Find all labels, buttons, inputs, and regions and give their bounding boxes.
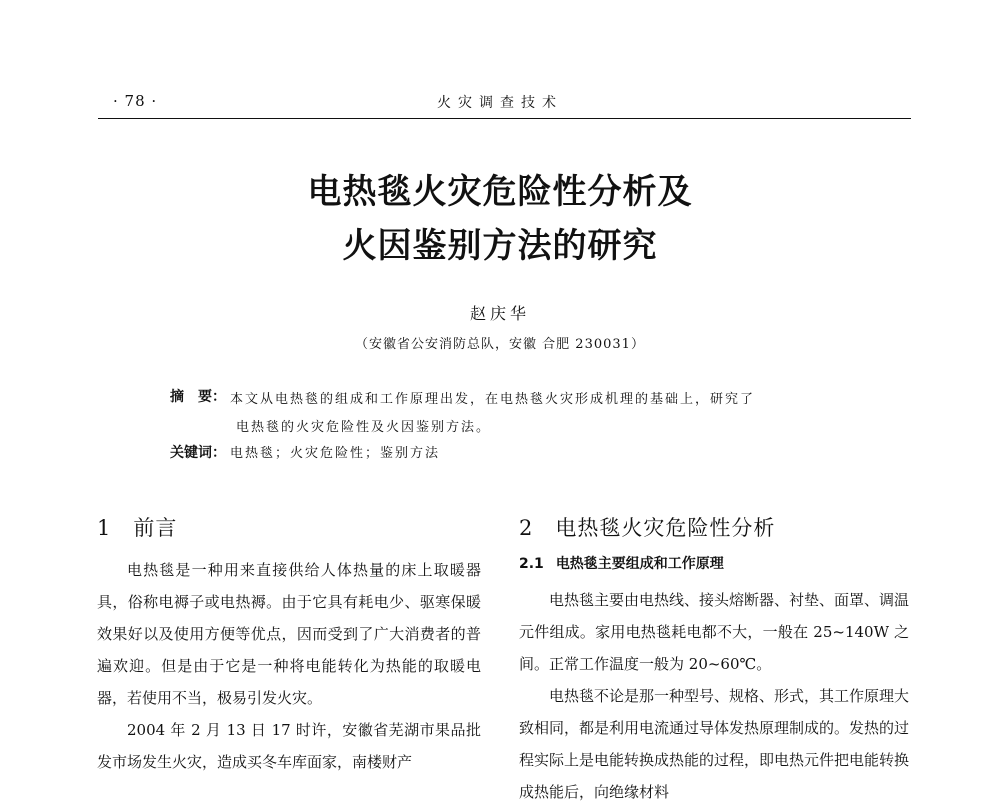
author-name: 赵庆华 [469, 304, 530, 323]
section-2-number: 2 [519, 516, 534, 540]
journal-section-title: 火灾调查技术 [437, 95, 563, 111]
subsection-2-1-title: 电热毯主要组成和工作原理 [555, 556, 724, 572]
keywords-label: 关键词： [170, 445, 226, 461]
section-1-heading [97, 512, 177, 542]
paper-title-line2: 火因鉴别方法的研究 [342, 226, 658, 266]
page-number: · 78 · [113, 92, 158, 110]
subsection-2-1-heading [519, 553, 724, 573]
section-1-paragraph: 2004 年 2 月 13 日 17 时许，安徽省芜湖市果品批发市场发生火灾，造成买冬车库面家，南楼财产 [97, 721, 481, 771]
section-1-number: 1 [97, 516, 112, 540]
section-2-heading [519, 512, 775, 542]
header-divider [98, 118, 911, 119]
abstract-line2: 电热毯的火灾危险性及火因鉴别方法。 [236, 420, 492, 435]
section-1-paragraph: 电热毯是一种用来直接供给人体热量的床上取暖器具，俗称电褥子或电热褥。由于它具有耗电少、驱寒保暖效果好以及使用方便等优点，因而受到了广大消费者的普遍欢迎。但是由于它是一种将电能转化为热能的取暖电器，若使用不当，极易引发火灾。 [97, 561, 481, 707]
abstract-line1: 本文从电热毯的组成和工作原理出发，在电热毯火灾形成机理的基础上，研究了 [230, 392, 756, 407]
section-1-title: 前言 [133, 516, 178, 540]
section-2-title: 电热毯火灾危险性分析 [555, 516, 776, 540]
abstract-text [230, 386, 836, 442]
subsection-2-1-number: 2.1 [519, 556, 544, 572]
keywords-text: 电热毯；火灾危险性；鉴别方法 [230, 446, 441, 461]
section-2-paragraph: 电热毯主要由电热线、接头熔断器、衬垫、面罩、调温元件组成。家用电热毯耗电都不大，一般在 25~140W 之间。正常工作温度一般为 20~60℃。 [519, 591, 910, 673]
section-2-body [519, 584, 909, 808]
abstract-label: 摘 要： [170, 389, 226, 405]
author-affiliation: （安徽省公安消防总队，安徽 合肥 230031） [355, 337, 645, 352]
paper-title-line1: 电热毯火灾危险性分析及 [307, 172, 693, 212]
section-2-paragraph: 电热毯不论是那一种型号、规格、形式，其工作原理大致相同，都是利用电流通过导体发热原理制成的。发热的过程实际上是电能转换成热能的过程，即电热元件把电能转换成热能后，向绝缘材料 [519, 687, 910, 801]
section-1-body [97, 554, 481, 778]
